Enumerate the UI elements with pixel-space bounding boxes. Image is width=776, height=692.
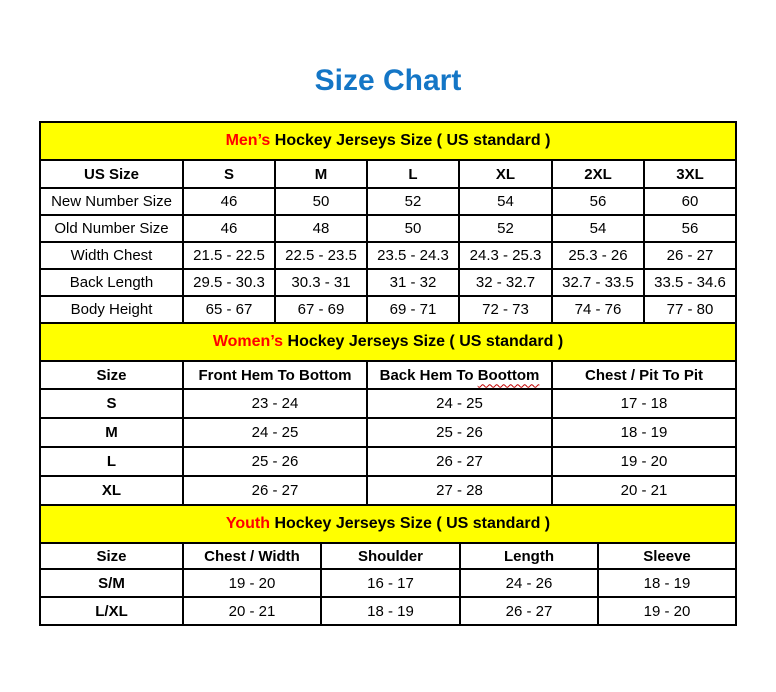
size-value-cell: 46 (183, 188, 275, 215)
size-tables-container (39, 121, 735, 626)
size-value-cell: 18 - 19 (598, 569, 736, 597)
size-value-cell: 67 - 69 (275, 296, 367, 323)
size-value-cell: 25 - 26 (183, 447, 367, 476)
column-header-size: Size (40, 543, 183, 569)
column-header-chest-pit: Chest / Pit To Pit (552, 361, 736, 389)
size-value-cell: 24.3 - 25.3 (459, 242, 552, 269)
size-value-cell: 52 (459, 215, 552, 242)
row-label: S/M (40, 569, 183, 597)
youth-section-highlight: Youth (225, 515, 270, 532)
size-value-cell: 32.7 - 33.5 (552, 269, 644, 296)
table-row-womens-xl (40, 476, 736, 505)
size-value-cell: 31 - 32 (367, 269, 459, 296)
size-value-cell: 29.5 - 30.3 (183, 269, 275, 296)
size-value-cell: 50 (367, 215, 459, 242)
size-value-cell: 23 - 24 (183, 389, 367, 418)
column-header-back-hem (367, 361, 552, 389)
womens-header-row (40, 361, 736, 389)
column-header-chest-width: Chest / Width (183, 543, 321, 569)
size-value-cell: 46 (183, 215, 275, 242)
column-header-length: Length (460, 543, 598, 569)
mens-section-title-rest: Hockey Jerseys Size ( US standard ) (270, 132, 551, 149)
table-row-womens-m (40, 418, 736, 447)
youth-section-title-rest: Hockey Jerseys Size ( US standard ) (270, 515, 551, 532)
table-row-youth-lxl (40, 597, 736, 625)
column-header-s: S (183, 160, 275, 188)
column-header-2xl: 2XL (552, 160, 644, 188)
table-row-new-number-size (40, 188, 736, 215)
page-title: Size Chart (314, 64, 462, 97)
size-value-cell: 30.3 - 31 (275, 269, 367, 296)
row-label: Width Chest (40, 242, 183, 269)
column-header-sleeve: Sleeve (598, 543, 736, 569)
size-value-cell: 23.5 - 24.3 (367, 242, 459, 269)
column-header-shoulder: Shoulder (321, 543, 460, 569)
womens-section-header (40, 323, 736, 361)
size-value-cell: 24 - 26 (460, 569, 598, 597)
womens-section-highlight: Women’s (212, 333, 284, 350)
misspelled-word: Boottom (477, 366, 540, 384)
size-value-cell: 54 (552, 215, 644, 242)
column-header-front-hem: Front Hem To Bottom (183, 361, 367, 389)
womens-section-band (40, 323, 736, 361)
column-header-xl: XL (459, 160, 552, 188)
row-label: M (40, 418, 183, 447)
mens-size-table (39, 121, 737, 324)
table-row-old-number-size (40, 215, 736, 242)
column-header-size: Size (40, 361, 183, 389)
column-header-us-size: US Size (40, 160, 183, 188)
size-value-cell: 56 (644, 215, 736, 242)
size-value-cell: 77 - 80 (644, 296, 736, 323)
row-label: New Number Size (40, 188, 183, 215)
size-value-cell: 54 (459, 188, 552, 215)
mens-header-row (40, 160, 736, 188)
size-value-cell: 26 - 27 (644, 242, 736, 269)
row-label: Back Length (40, 269, 183, 296)
size-value-cell: 56 (552, 188, 644, 215)
youth-header-row (40, 543, 736, 569)
size-value-cell: 20 - 21 (183, 597, 321, 625)
table-row-womens-l (40, 447, 736, 476)
size-value-cell: 26 - 27 (183, 476, 367, 505)
size-value-cell: 25.3 - 26 (552, 242, 644, 269)
size-value-cell: 50 (275, 188, 367, 215)
mens-section-highlight: Men’s (225, 132, 271, 149)
size-value-cell: 22.5 - 23.5 (275, 242, 367, 269)
row-label: Body Height (40, 296, 183, 323)
row-label: S (40, 389, 183, 418)
size-value-cell: 24 - 25 (183, 418, 367, 447)
size-value-cell: 65 - 67 (183, 296, 275, 323)
size-value-cell: 72 - 73 (459, 296, 552, 323)
youth-section-band (40, 505, 736, 543)
youth-section-header (40, 505, 736, 543)
size-value-cell: 26 - 27 (460, 597, 598, 625)
mens-section-band (40, 122, 736, 160)
size-value-cell: 69 - 71 (367, 296, 459, 323)
column-header-m: M (275, 160, 367, 188)
table-row-body-height (40, 296, 736, 323)
table-row-youth-sm (40, 569, 736, 597)
size-value-cell: 27 - 28 (367, 476, 552, 505)
row-label: XL (40, 476, 183, 505)
size-value-cell: 18 - 19 (552, 418, 736, 447)
size-value-cell: 19 - 20 (552, 447, 736, 476)
mens-section-header (40, 122, 736, 160)
size-value-cell: 26 - 27 (367, 447, 552, 476)
size-value-cell: 16 - 17 (321, 569, 460, 597)
table-row-back-length (40, 269, 736, 296)
size-value-cell: 33.5 - 34.6 (644, 269, 736, 296)
column-header-l: L (367, 160, 459, 188)
size-value-cell: 60 (644, 188, 736, 215)
column-header-3xl: 3XL (644, 160, 736, 188)
size-value-cell: 19 - 20 (598, 597, 736, 625)
size-value-cell: 32 - 32.7 (459, 269, 552, 296)
size-value-cell: 20 - 21 (552, 476, 736, 505)
youth-size-table (39, 504, 737, 626)
size-value-cell: 17 - 18 (552, 389, 736, 418)
womens-size-table (39, 322, 737, 506)
womens-section-title-rest: Hockey Jerseys Size ( US standard ) (283, 333, 564, 350)
size-value-cell: 74 - 76 (552, 296, 644, 323)
size-value-cell: 21.5 - 22.5 (183, 242, 275, 269)
table-row-womens-s (40, 389, 736, 418)
row-label: L/XL (40, 597, 183, 625)
table-row-width-chest (40, 242, 736, 269)
back-hem-prefix: Back Hem To (379, 366, 478, 384)
size-value-cell: 24 - 25 (367, 389, 552, 418)
size-value-cell: 48 (275, 215, 367, 242)
size-value-cell: 52 (367, 188, 459, 215)
row-label: Old Number Size (40, 215, 183, 242)
row-label: L (40, 447, 183, 476)
size-value-cell: 25 - 26 (367, 418, 552, 447)
size-value-cell: 18 - 19 (321, 597, 460, 625)
size-value-cell: 19 - 20 (183, 569, 321, 597)
